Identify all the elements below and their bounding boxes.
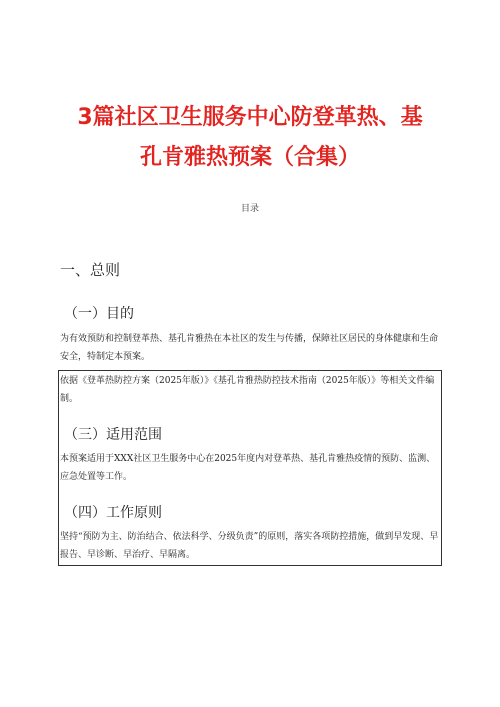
document-title-line-1: 3篇社区卫生服务中心防登革热、基: [77, 105, 423, 130]
basis-paragraph: 依据《登革热防控方案（2025年版）》《基孔肯雅热防控技术指南（2025年版）》等相关文件编制。: [60, 376, 435, 404]
toc-label: 目录: [240, 204, 259, 214]
scope-paragraph: 本预案适用于XXX社区卫生服务中心在2025年度内对登革热、基孔肯雅热疫情的预防、监测、应急处置等工作。: [60, 454, 436, 482]
subheading-scope: （三）适用范围: [64, 427, 162, 443]
principles-paragraph: 坚持“预防为主、防治结合、依法科学、分级负责”的原则，落实各项防控措施，做到早发现、早报告、早诊断、早治疗、早隔离。: [60, 532, 439, 560]
subheading-purpose: （一）目的: [64, 306, 134, 322]
subheading-principles: （四）工作原则: [64, 505, 162, 521]
section-heading-general: 一、总则: [60, 261, 121, 279]
purpose-paragraph: 为有效预防和控制登革热、基孔肯雅热在本社区的发生与传播，保障社区居民的身体健康和生命安全，特制定本预案。: [60, 334, 439, 362]
document-title-line-2: 孔肯雅热预案（合集）: [139, 145, 360, 170]
